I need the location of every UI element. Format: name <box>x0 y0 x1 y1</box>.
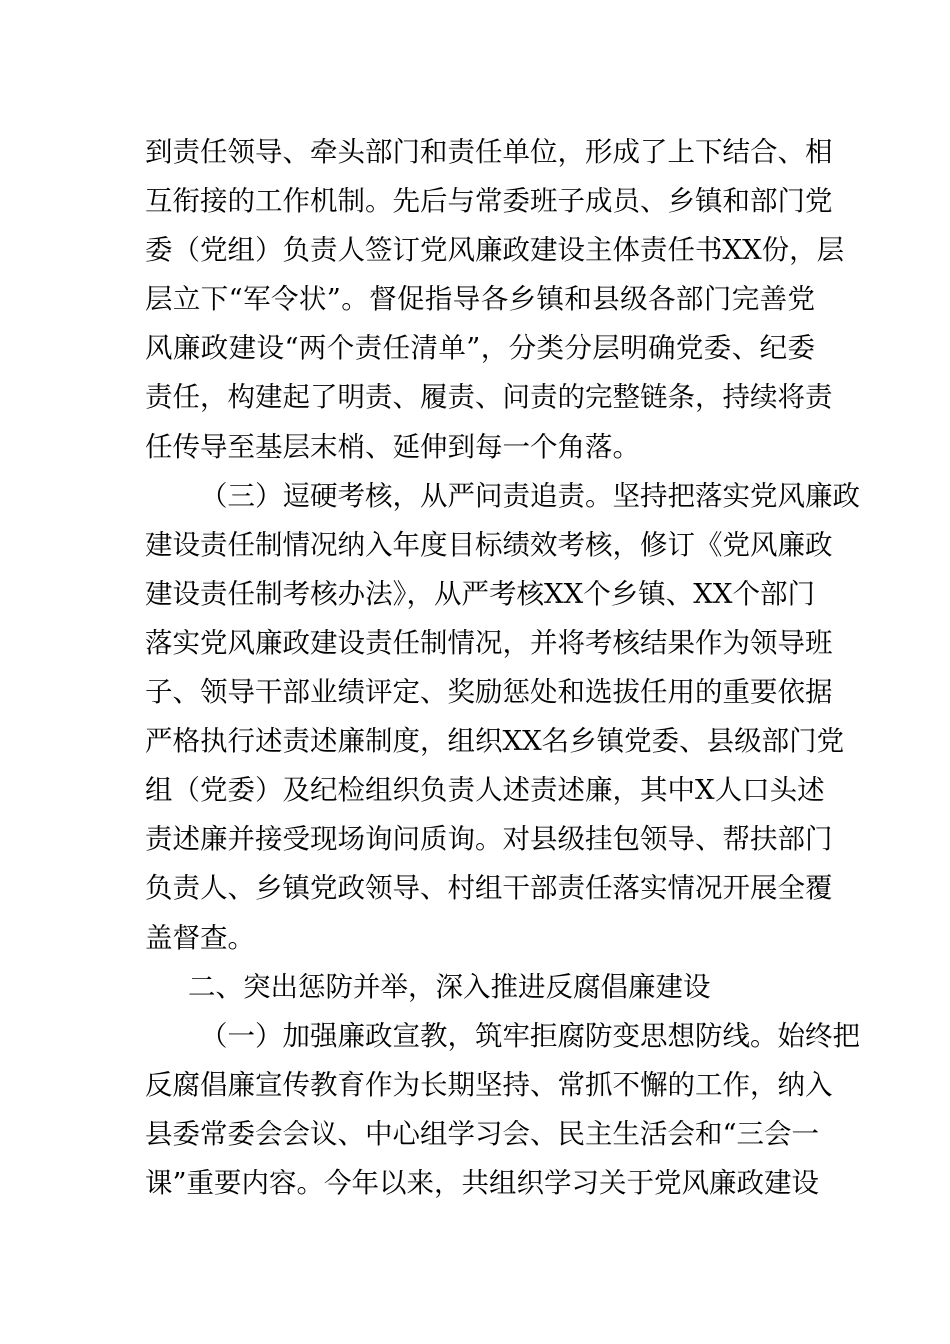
text-line: 子、领导干部业绩评定、奖励惩处和选拔任用的重要依据 <box>145 676 833 709</box>
text-line: 负责人、乡镇党政领导、村组干部责任落实情况开展全覆 <box>145 872 833 905</box>
section-heading <box>145 963 815 1012</box>
text-line: 落实党风廉政建设责任制情况，并将考核结果作为领导班 <box>145 626 833 659</box>
text-line: 层立下“军令状”。督促指导各乡镇和县级各部门完善党 <box>145 283 815 316</box>
text-line: 责述廉并接受现场询问质询。对县级挂包领导、帮扶部门 <box>145 823 833 856</box>
paragraph-education <box>145 1012 860 1208</box>
text-line: 课”重要内容。今年以来，共组织学习关于党风廉政建设 <box>145 1166 820 1199</box>
text-line: 委（党组）负责人签订党风廉政建设主体责任书XX份，层 <box>145 234 845 267</box>
text-line: 严格执行述责述廉制度，组织XX名乡镇党委、县级部门党 <box>145 725 845 758</box>
paragraph-responsibility-chain <box>145 128 845 472</box>
text-line: 到责任领导、牵头部门和责任单位，形成了上下结合、相 <box>145 136 833 168</box>
text-line-first: （一）加强廉政宣教，筑牢拒腐防变思想防线。始终把 <box>200 1019 860 1052</box>
section-heading-text: 二、突出惩防并举，深入推进反腐倡廉建设 <box>188 970 711 1003</box>
paragraph-assessment <box>145 472 860 963</box>
text-line-first: （三）逗硬考核，从严问责追责。坚持把落实党风廉政 <box>200 479 860 512</box>
text-line: 建设责任制考核办法》，从严考核XX个乡镇、XX个部门 <box>145 577 815 610</box>
text-line: 组（党委）及纪检组织负责人述责述廉，其中X人口头述 <box>145 774 825 807</box>
text-line: 互衔接的工作机制。先后与常委班子成员、乡镇和部门党 <box>145 185 833 218</box>
text-line: 建设责任制情况纳入年度目标绩效考核，修订《党风廉政 <box>145 528 833 561</box>
text-line: 反腐倡廉宣传教育作为长期坚持、常抓不懈的工作，纳入 <box>145 1068 833 1101</box>
text-line: 县委常委会会议、中心组学习会、民主生活会和“三会一 <box>145 1117 820 1150</box>
text-line: 风廉政建设“两个责任清单”，分类分层明确党委、纪委 <box>145 332 815 365</box>
document-body <box>145 128 860 1208</box>
text-line: 任传导至基层末梢、延伸到每一个角落。 <box>145 430 640 463</box>
text-line: 责任，构建起了明责、履责、问责的完整链条，持续将责 <box>145 381 833 414</box>
text-line: 盖督查。 <box>145 921 255 954</box>
